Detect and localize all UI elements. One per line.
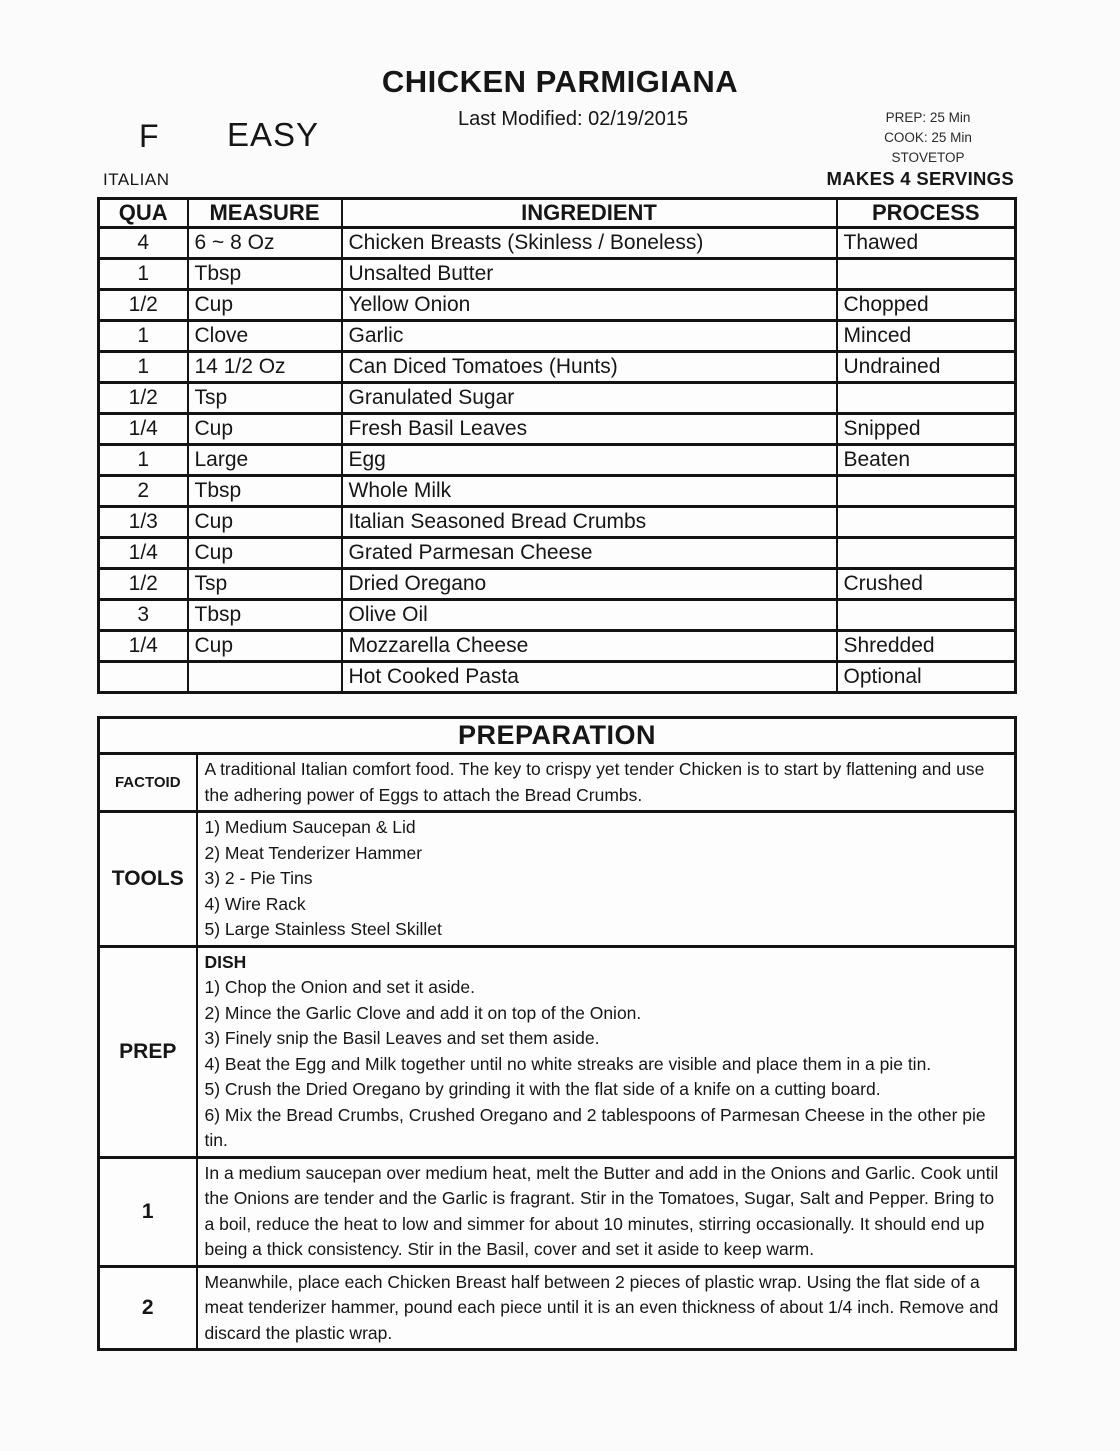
cell-qua: 4 — [99, 228, 188, 259]
cell-measure: 14 1/2 Oz — [188, 352, 342, 383]
prep-item: 5) Crush the Dried Oregano by grinding it with the flat side of a knife on a cutting board. — [204, 1079, 881, 1099]
cell-ingredient: Yellow Onion — [342, 290, 837, 321]
tools-list — [197, 812, 1016, 947]
cell-measure: Cup — [188, 290, 342, 321]
tool-item: 5) Large Stainless Steel Skillet — [204, 919, 442, 939]
prep-time: PREP: 25 Min — [885, 110, 971, 125]
tool-item: 4) Wire Rack — [204, 893, 306, 914]
cell-qua — [99, 662, 188, 693]
ingredients-table — [97, 197, 1017, 694]
cell-qua: 1/2 — [99, 383, 188, 414]
cook-time: COOK: 25 Min — [884, 130, 972, 145]
cell-qua: 1 — [99, 445, 188, 476]
prep-row — [99, 946, 1016, 1157]
step-row — [99, 1266, 1016, 1350]
cell-process: Shredded — [837, 631, 1016, 662]
ingredient-row — [99, 600, 1016, 631]
ingredient-row — [99, 631, 1016, 662]
cell-ingredient: Mozzarella Cheese — [342, 631, 837, 662]
ingredient-row — [99, 445, 1016, 476]
ingredient-row — [99, 414, 1016, 445]
cell-qua: 1 — [99, 352, 188, 383]
cell-measure — [188, 662, 342, 693]
ingredient-row — [99, 476, 1016, 507]
cell-qua: 1 — [99, 321, 188, 352]
cuisine-label: ITALIAN — [103, 170, 170, 189]
tools-label: TOOLS — [99, 812, 197, 947]
ingredient-row — [99, 569, 1016, 600]
cell-measure: Large — [188, 445, 342, 476]
step-number: 2 — [99, 1266, 197, 1350]
cell-ingredient: Italian Seasoned Bread Crumbs — [342, 507, 837, 538]
ingredient-row — [99, 352, 1016, 383]
ingredient-row — [99, 290, 1016, 321]
cell-process: Undrained — [837, 352, 1016, 383]
cell-ingredient: Egg — [342, 445, 837, 476]
cell-process: Optional — [837, 662, 1016, 693]
preparation-header-row — [99, 718, 1016, 754]
cell-qua: 1/4 — [99, 538, 188, 569]
ingredient-row — [99, 662, 1016, 693]
ingredient-row — [99, 538, 1016, 569]
cell-measure: Cup — [188, 538, 342, 569]
step-number: 1 — [99, 1157, 197, 1266]
cell-measure: 6 ~ 8 Oz — [188, 228, 342, 259]
cell-qua: 1 — [99, 259, 188, 290]
cell-measure: Tsp — [188, 383, 342, 414]
recipe-title: CHICKEN PARMIGIANA — [381, 64, 739, 99]
prep-item: 2) Mince the Garlic Clove and add it on top of the Onion. — [204, 1002, 642, 1023]
tools-row — [99, 812, 1016, 947]
cell-ingredient: Fresh Basil Leaves — [342, 414, 837, 445]
ingredient-row — [99, 321, 1016, 352]
step-text: Meanwhile, place each Chicken Breast half between 2 pieces of plastic wrap. Using the flat side of a meat tenderizer hammer, pound each piece until it is an even thickness of about 1/4 inch. Remove and discard the plastic wrap. — [197, 1266, 1016, 1350]
cell-ingredient: Hot Cooked Pasta — [342, 662, 837, 693]
ingredients-header-row — [99, 199, 1016, 228]
last-modified-date: Last Modified: 02/19/2015 — [458, 108, 689, 130]
cell-ingredient: Olive Oil — [342, 600, 837, 631]
cell-ingredient: Whole Milk — [342, 476, 837, 507]
cell-process: Minced — [837, 321, 1016, 352]
col-header-measure: MEASURE — [188, 199, 342, 228]
cell-ingredient: Chicken Breasts (Skinless / Boneless) — [342, 228, 837, 259]
cell-measure: Cup — [188, 631, 342, 662]
prep-item: 3) Finely snip the Basil Leaves and set them aside. — [204, 1028, 600, 1048]
ingredient-row — [99, 228, 1016, 259]
cell-ingredient: Garlic — [342, 321, 837, 352]
cell-ingredient: Unsalted Butter — [342, 259, 837, 290]
prep-item: 1) Chop the Onion and set it aside. — [204, 977, 475, 997]
preparation-header: PREPARATION — [99, 718, 1016, 754]
cell-process — [837, 476, 1016, 507]
tool-item: 3) 2 - Pie Tins — [204, 868, 313, 888]
factoid-text: A traditional Italian comfort food. The key to crispy yet tender Chicken is to start by flattening and use the adhering power of Eggs to attach the Bread Crumbs. — [197, 754, 1016, 812]
prep-item: 4) Beat the Egg and Milk together until no white streaks are visible and place them in a pie tin. — [204, 1053, 932, 1074]
col-header-qua: QUA — [99, 199, 188, 228]
ingredient-row — [99, 259, 1016, 290]
cell-process — [837, 507, 1016, 538]
cell-ingredient: Granulated Sugar — [342, 383, 837, 414]
prep-heading: DISH — [204, 951, 247, 972]
cell-process — [837, 600, 1016, 631]
tool-item: 2) Meat Tenderizer Hammer — [204, 842, 423, 863]
cell-ingredient: Grated Parmesan Cheese — [342, 538, 837, 569]
cell-qua: 1/3 — [99, 507, 188, 538]
cell-process: Chopped — [837, 290, 1016, 321]
ingredient-row — [99, 507, 1016, 538]
factoid-label: FACTOID — [99, 754, 197, 812]
cell-measure: Tbsp — [188, 600, 342, 631]
preparation-table — [97, 716, 1017, 1351]
prep-item: 6) Mix the Bread Crumbs, Crushed Oregano and 2 tablespoons of Parmesan Cheese in the other pie tin. — [204, 1104, 986, 1150]
step-text: In a medium saucepan over medium heat, melt the Butter and add in the Onions and Garlic. Cook until the Onions are tender and the Garlic is fragrant. Stir in the Tomatoes, Sugar, Salt and Pepper. Bring to a boil, reduce the heat to low and simmer for about 10 minutes, stirring occasionally. It should end up being a thick consistency. Stir in the Basil, cover and set it aside to keep warm. — [197, 1157, 1016, 1266]
cook-method: STOVETOP — [891, 150, 965, 165]
cell-ingredient: Dried Oregano — [342, 569, 837, 600]
cell-measure: Tbsp — [188, 259, 342, 290]
cell-qua: 1/4 — [99, 631, 188, 662]
col-header-ingredient: INGREDIENT — [342, 199, 837, 228]
difficulty-label: EASY — [227, 116, 320, 153]
cell-process: Snipped — [837, 414, 1016, 445]
factoid-row — [99, 754, 1016, 812]
col-header-process: PROCESS — [837, 199, 1016, 228]
prep-label: PREP — [99, 946, 197, 1157]
time-info-block — [828, 108, 1028, 168]
cell-qua: 1/2 — [99, 569, 188, 600]
cell-process — [837, 383, 1016, 414]
cell-qua: 2 — [99, 476, 188, 507]
cell-process: Crushed — [837, 569, 1016, 600]
ingredient-row — [99, 383, 1016, 414]
cell-measure: Tsp — [188, 569, 342, 600]
tool-item: 1) Medium Saucepan & Lid — [204, 817, 416, 837]
cell-measure: Cup — [188, 414, 342, 445]
recipe-letter-code: F — [139, 118, 159, 154]
cell-qua: 1/2 — [99, 290, 188, 321]
cell-measure: Tbsp — [188, 476, 342, 507]
step-row — [99, 1157, 1016, 1266]
cell-process — [837, 259, 1016, 290]
cell-qua: 1/4 — [99, 414, 188, 445]
cell-ingredient: Can Diced Tomatoes (Hunts) — [342, 352, 837, 383]
cell-process: Beaten — [837, 445, 1016, 476]
cell-process — [837, 538, 1016, 569]
cell-process: Thawed — [837, 228, 1016, 259]
cell-qua: 3 — [99, 600, 188, 631]
cell-measure: Cup — [188, 507, 342, 538]
prep-list — [197, 946, 1016, 1157]
servings-label: MAKES 4 SERVINGS — [826, 168, 1014, 189]
cell-measure: Clove — [188, 321, 342, 352]
